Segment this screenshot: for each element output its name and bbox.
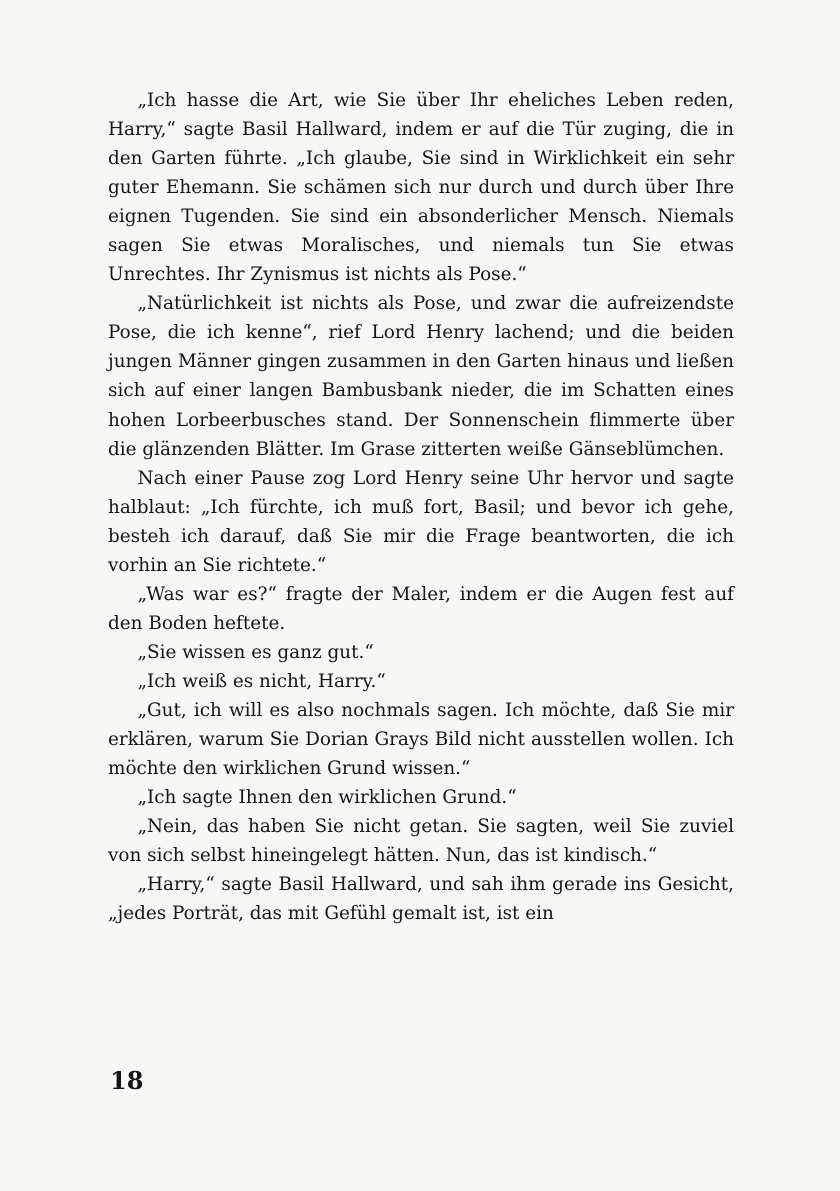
paragraph: „Gut, ich will es also nochmals sagen. Ich möchte, daß Sie mir erklären, warum Sie Dorian Grays Bild nicht ausstellen wollen. Ich möchte den wirklichen Grund wissen.“: [108, 699, 734, 780]
paragraph: „Ich hasse die Art, wie Sie über Ihr eheliches Leben reden, Harry,“ sagte Basil Hallward, indem er auf die Tür zuging, die in den Garten führte. „Ich glaube, Sie sind in Wirklichkeit ein sehr guter Ehemann. Sie schämen sich nur durch und durch über Ihre eignen Tugenden. Sie sind ein absonderlicher Mensch. Niemals sagen Sie etwas Moralisches, und niemals tun Sie etwas Unrechtes. Ihr Zynismus ist nichts als Pose.“: [108, 90, 734, 286]
paragraph: Nach einer Pause zog Lord Henry seine Uhr hervor und sagte halblaut: „Ich fürchte, ich muß fort, Basil; und bevor ich gehe, besteh ich darauf, daß Sie mir die Frage beantworten, die ich vorhin an Sie richtete.“: [108, 467, 734, 576]
paragraph: „Ich weiß es nicht, Harry.“: [137, 670, 386, 692]
paragraph: „Harry,“ sagte Basil Hallward, und sah ihm gerade ins Gesicht, „jedes Porträt, das mit Gefühl gemalt ist, ist ein: [108, 874, 734, 925]
body-text: [108, 86, 734, 928]
page-number: 18: [110, 1066, 144, 1095]
paragraph: „Was war es?“ fragte der Maler, indem er die Augen fest auf den Boden heftete.: [108, 583, 734, 634]
paragraph: „Natürlichkeit ist nichts als Pose, und zwar die aufreizendste Pose, die ich kenne“, rief Lord Henry lachend; und die beiden jungen Männer gingen zusammen in den Garten hinaus und ließen sich auf einer langen Bambusbank nieder, die im Schatten eines hohen Lorbeerbusches stand. Der Sonnenschein flimmerte über die glänzenden Blätter. Im Grase zitterten weiße Gänseblümchen.: [108, 293, 734, 460]
paragraph: „Sie wissen es ganz gut.“: [137, 641, 374, 663]
paragraph: „Nein, das haben Sie nicht getan. Sie sagten, weil Sie zuviel von sich selbst hineingelegt hätten. Nun, das ist kindisch.“: [108, 816, 734, 867]
paragraph: „Ich sagte Ihnen den wirklichen Grund.“: [137, 787, 517, 809]
